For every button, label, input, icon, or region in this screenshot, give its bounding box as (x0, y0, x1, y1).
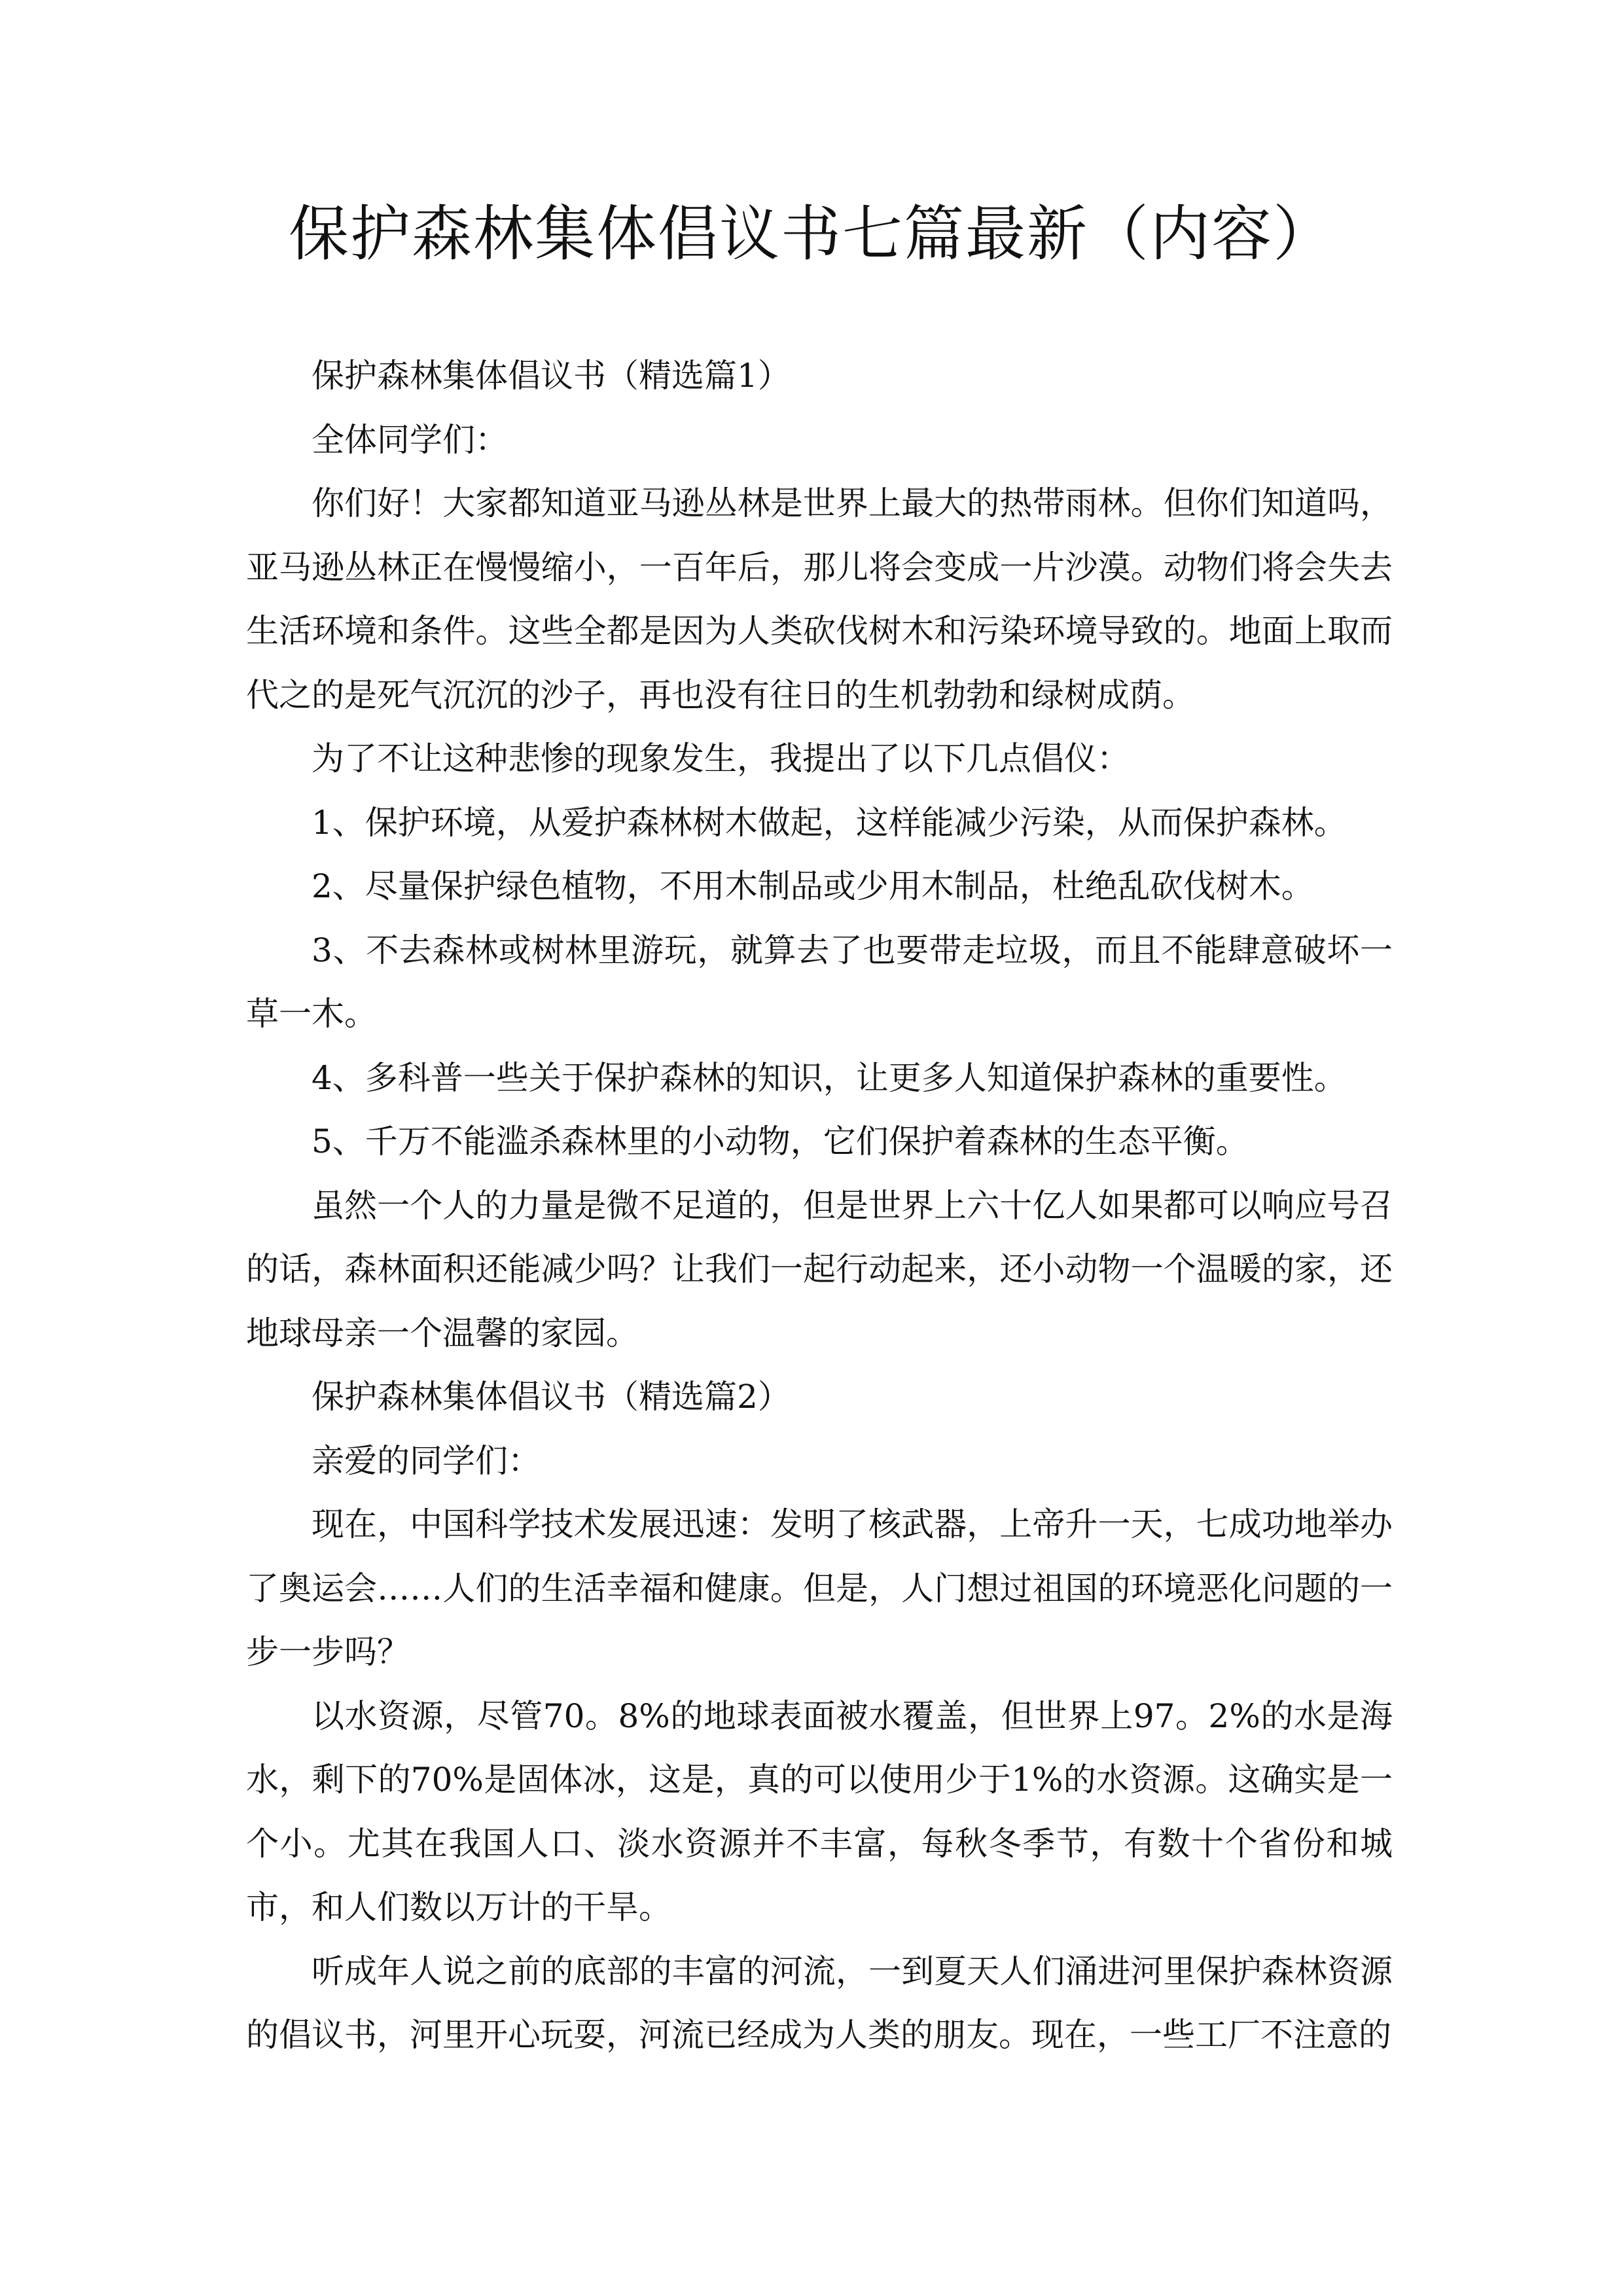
document-title: 保护森林集体倡议书七篇最新（内容） (288, 199, 1334, 269)
list-item: 2、尽量保护绿色植物，不用木制品或少用木制品，杜绝乱砍伐树木。 (312, 867, 1314, 905)
salutation: 亲爱的同学们： (312, 1441, 541, 1480)
paragraph: 现在，中国科学技术发展迅速：发明了核武器，上帝升一天，七成功地举办了奥运会……人们的生活幸福和健康。但是，人门想过祖国的环境恶化问题的一步一步吗？ (246, 1505, 1393, 1671)
list-item: 3、不去森林或树林里游玩，就算去了也要带走垃圾，而且不能肆意破坏一草一木。 (246, 931, 1393, 1033)
list-item: 5、千万不能滥杀森林里的小动物，它们保护着森林的生态平衡。 (312, 1122, 1249, 1160)
list-item: 4、多科普一些关于保护森林的知识，让更多人知道保护森林的重要性。 (312, 1058, 1347, 1097)
paragraph: 虽然一个人的力量是微不足道的，但是世界上六十亿人如果都可以响应号召的话，森林面积还能减少吗？让我们一起行动起来，还小动物一个温暖的家，还地球母亲一个温馨的家园。 (246, 1186, 1393, 1352)
salutation: 全体同学们： (312, 420, 508, 459)
paragraph: 听成年人说之前的底部的丰富的河流，一到夏天人们涌进河里保护森林资源的倡议书，河里开心玩耍，河流已经成为人类的朋友。现在，一些工厂不注意的 (246, 1952, 1393, 2054)
document-body (246, 344, 1393, 2068)
section-heading: 保护森林集体倡议书（精选篇1） (312, 357, 791, 395)
section-heading: 保护森林集体倡议书（精选篇2） (312, 1378, 791, 1416)
paragraph: 以水资源，尽管70。8%的地球表面被水覆盖，但世界上97。2%的水是海水，剩下的70%是固体冰，这是，真的可以使用少于1%的水资源。这确实是一个小。尤其在我国人口、淡水资源并不丰富，每秋冬季节，有数十个省份和城市，和人们数以万计的干旱。 (246, 1696, 1393, 1926)
list-item: 1、保护环境，从爱护森林树木做起，这样能减少污染，从而保护森林。 (312, 803, 1347, 842)
paragraph: 你们好！大家都知道亚马逊丛林是世界上最大的热带雨林。但你们知道吗，亚马逊丛林正在慢慢缩小，一百年后，那儿将会变成一片沙漠。动物们将会失去生活环境和条件。这些全都是因为人类砍伐树木和污染环境导致的。地面上取而代之的是死气沉沉的沙子，再也没有往日的生机勃勃和绿树成荫。 (246, 484, 1393, 714)
paragraph: 为了不让这种悲惨的现象发生，我提出了以下几点倡仪： (312, 740, 1130, 778)
